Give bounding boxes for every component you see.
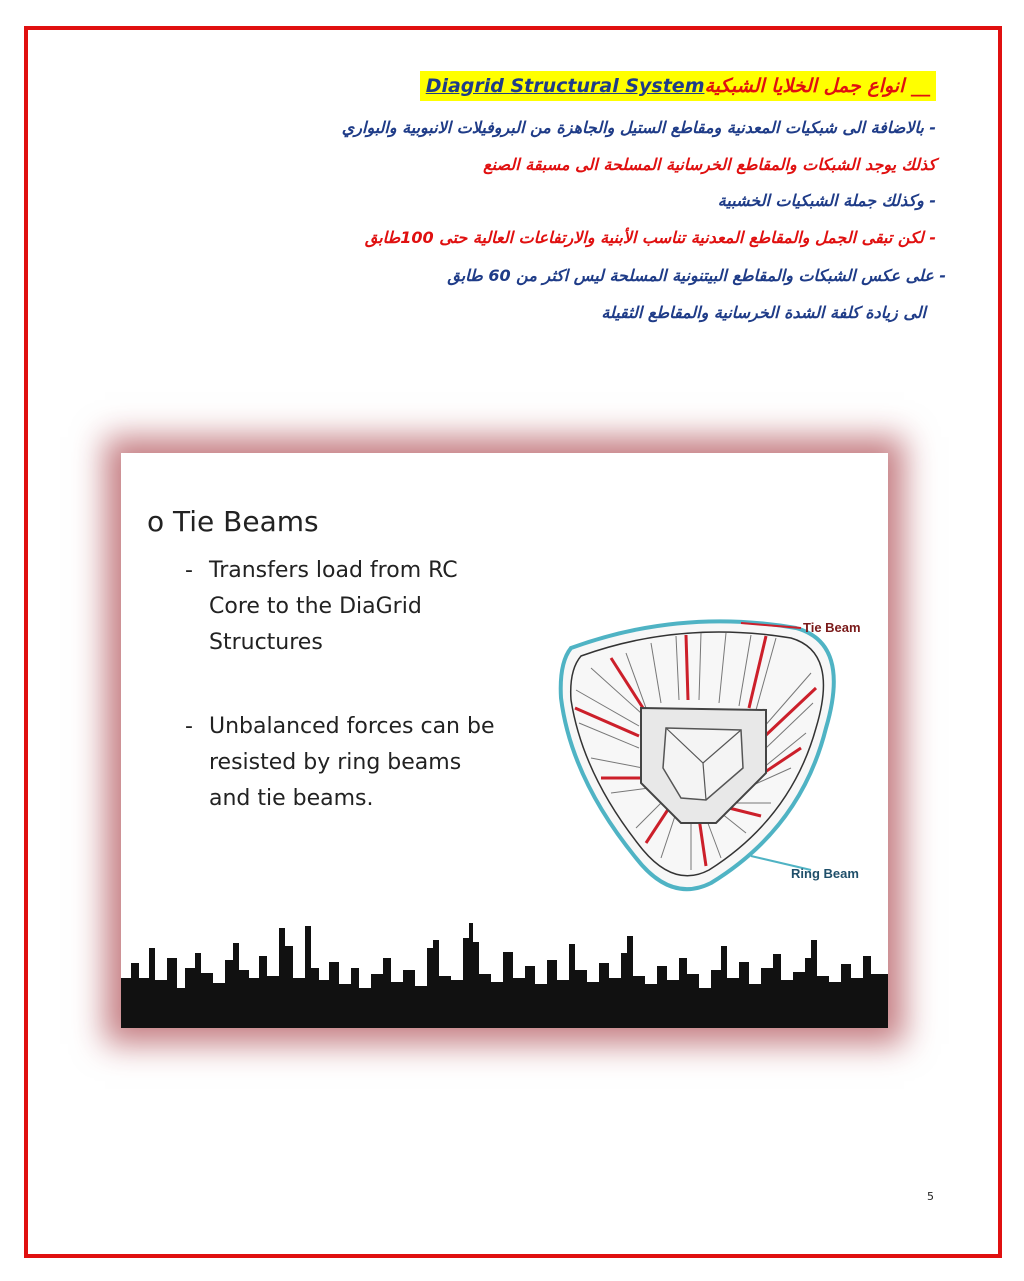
slide-title: o Tie Beams (147, 505, 319, 538)
paragraph-line-2: كذلك يوجد الشبكات والمقاطع الخرسانية المسلحة الى مسبقة الصنع (483, 155, 936, 174)
tie-beam-label: Tie Beam (803, 620, 861, 635)
paragraph-line-6: الى زيادة كلفة الشدة الخرسانية والمقاطع الثقيلة (601, 303, 926, 322)
bullet-text: Unbalanced forces can be resisted by ring beams and tie beams. (209, 714, 495, 811)
bullet-dash: - (185, 558, 193, 583)
paragraph-line-5: - على عكس الشبكات والمقاطع البيتنونية المسلحة ليس اكثر من 60 طابق (447, 266, 946, 285)
diagrid-plan-diagram (551, 608, 881, 908)
ring-beam-label: Ring Beam (791, 866, 859, 881)
paragraph-line-3: - وكذلك جملة الشبكيات الخشبية (717, 191, 936, 210)
bullet-dash: - (185, 714, 193, 739)
heading-english: Diagrid Structural System (425, 75, 705, 97)
paragraph-line-1: - بالاضافة الى شبكيات المعدنية ومقاطع الستيل والجاهزة من البروفيلات الانبوبية والبواري (341, 118, 936, 137)
page-number: 5 (927, 1190, 934, 1203)
section-heading (420, 71, 936, 101)
heading-arabic: انواع جمل الخلايا الشبكية __ (704, 75, 930, 97)
city-skyline-graphic (121, 918, 888, 1028)
skyline-silhouette (121, 923, 888, 1028)
bullet-text: Transfers load from RC Core to the DiaGrid Structures (209, 558, 458, 655)
slide-image (121, 453, 888, 1028)
paragraph-line-4: - لكن تبقى الجمل والمقاطع المعدنية تناسب الأبنية والارتفاعات العالية حتى 100طابق (364, 228, 936, 247)
